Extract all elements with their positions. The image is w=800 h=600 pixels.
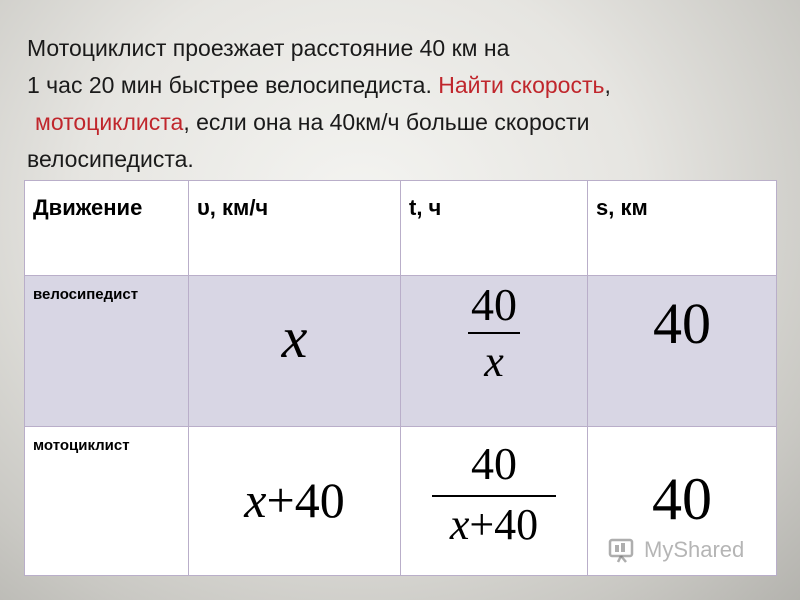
speed-cell: [189, 427, 401, 576]
highlight-text: мотоциклиста: [35, 109, 184, 135]
fraction-bar: [432, 495, 556, 497]
header-cell: [401, 181, 588, 276]
fraction-bar: [468, 332, 520, 334]
problem-text: , если она на 40км/ч больше скорости: [183, 109, 590, 135]
row-label-cyclist: велосипедист: [33, 286, 139, 303]
motorcyclist-distance: 40: [652, 466, 712, 532]
header-cell: [25, 181, 189, 276]
watermark-text: MyShared: [644, 537, 745, 562]
fraction-numerator: 40: [471, 438, 517, 489]
motorcyclist-time-fraction: [401, 438, 587, 549]
cyclist-speed: x: [281, 305, 308, 370]
time-cell: [401, 276, 588, 427]
table-header-row: [25, 181, 777, 276]
header-motion: Движение: [33, 195, 143, 220]
problem-line-1: Мотоциклист проезжает расстояние 40 км на: [27, 35, 510, 61]
fraction-denominator: [449, 500, 539, 549]
math-variable: x: [244, 472, 267, 528]
header-speed: υ, км/ч: [197, 195, 269, 220]
time-cell: [401, 427, 588, 576]
header-distance: s, км: [596, 195, 648, 220]
math-expression: +40: [266, 472, 345, 528]
cyclist-distance: 40: [653, 291, 711, 356]
problem-line-3: [27, 104, 787, 141]
table-row-cyclist: [25, 276, 777, 427]
motion-table: [24, 180, 777, 576]
motorcyclist-speed: [189, 471, 400, 529]
problem-text: ,: [604, 72, 611, 98]
header-time: t, ч: [409, 195, 442, 220]
problem-line-4: велосипедиста.: [27, 146, 194, 172]
problem-line-2: [27, 67, 787, 104]
fraction-numerator: 40: [471, 279, 517, 330]
problem-text: 1 час 20 мин быстрее велосипедиста.: [27, 72, 439, 98]
distance-cell: [588, 276, 777, 427]
math-expression: +40: [469, 500, 539, 549]
row-label-cell: [25, 276, 189, 427]
fraction-denominator: x: [484, 337, 504, 386]
row-label-cell: [25, 427, 189, 576]
cyclist-time-fraction: [401, 279, 587, 386]
watermark: [608, 536, 744, 564]
row-label-motorcyclist: мотоциклист: [33, 437, 130, 454]
highlight-text: Найти скорость: [438, 72, 605, 98]
problem-statement: [27, 30, 787, 178]
header-cell: [189, 181, 401, 276]
myshared-logo-icon: [608, 536, 638, 564]
math-variable: x: [449, 500, 470, 549]
header-cell: [588, 181, 777, 276]
speed-cell: [189, 276, 401, 427]
